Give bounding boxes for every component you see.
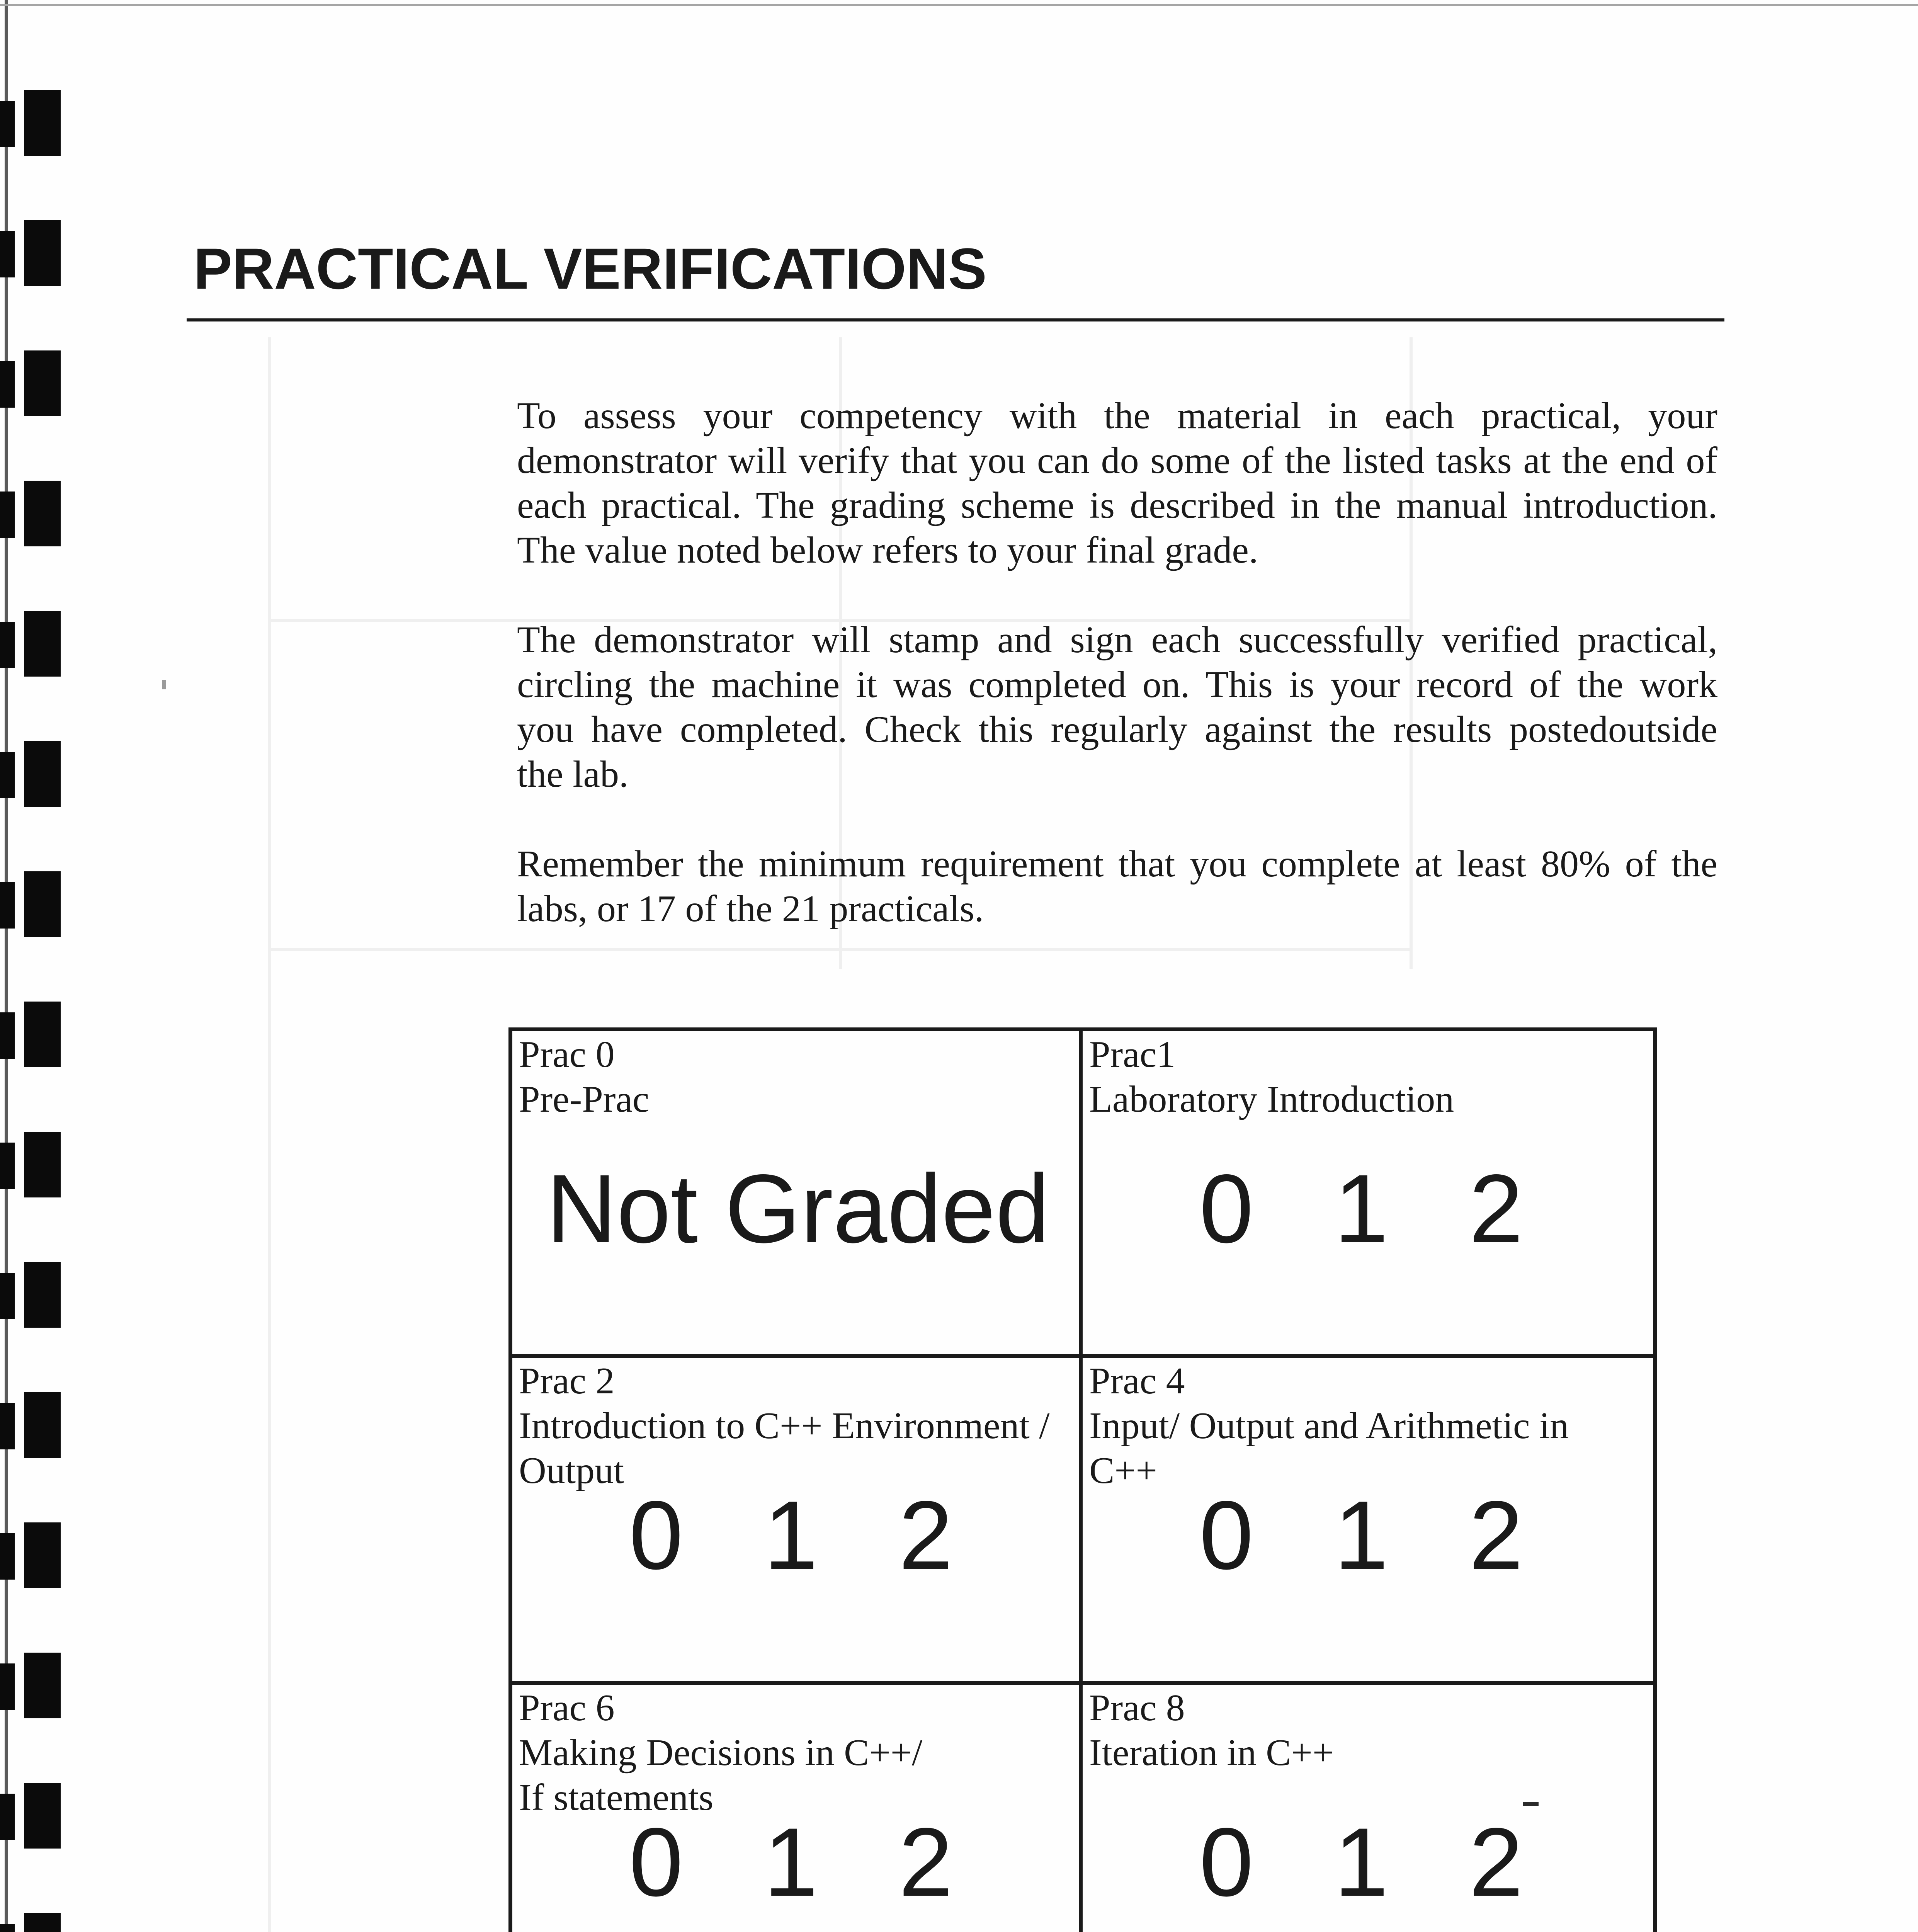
grade-option-0: 0 — [1199, 1808, 1254, 1917]
prac-label: Prac 2 — [519, 1360, 615, 1402]
grade-option-0: 0 — [629, 1808, 684, 1917]
cell-heading — [519, 1359, 1049, 1493]
prac-title: Introduction to C++ Environment / — [519, 1405, 1050, 1447]
binding-hole — [0, 481, 62, 546]
prac-label: Prac 8 — [1089, 1687, 1185, 1729]
intro-text — [517, 393, 1717, 976]
binding-hole — [0, 1653, 62, 1718]
grade-option-2: 2 — [1469, 1808, 1524, 1917]
prac-label: Prac 4 — [1089, 1360, 1185, 1402]
verification-cell-prac-8 — [1083, 1685, 1653, 1932]
grade-options — [1199, 1481, 1524, 1590]
grade-option-0: 0 — [1199, 1155, 1254, 1263]
prac-title: Making Decisions in C++/ — [519, 1731, 923, 1774]
verification-cell-prac-4 — [1083, 1358, 1653, 1684]
text-line: demonstrator will verify that you can do some of the listed tasks at the end of — [517, 440, 1717, 481]
grade-option-1: 1 — [764, 1808, 818, 1917]
title-underline — [187, 318, 1724, 321]
binding-hole — [0, 741, 62, 807]
grade-option-2: 2 — [1469, 1155, 1524, 1263]
prac-label: Prac 6 — [519, 1687, 615, 1729]
grade-option-1: 1 — [1334, 1808, 1389, 1917]
binding-hole — [0, 1132, 62, 1197]
verification-cell-prac-2 — [512, 1358, 1083, 1684]
stray-pen-mark — [162, 680, 166, 689]
prac-label: Prac 0 — [519, 1034, 615, 1075]
page-left-edge — [5, 0, 8, 1932]
page-top-edge — [0, 4, 1918, 6]
text-line: each practical. The grading scheme is described in the manual introduction. — [517, 485, 1717, 526]
grade-options — [1199, 1808, 1524, 1917]
text-line: The demonstrator will stamp and sign each successfully verified practical, — [517, 619, 1717, 661]
intro-paragraph — [517, 393, 1717, 573]
binding-hole — [0, 611, 62, 677]
binding-hole — [0, 220, 62, 286]
grade-options — [1199, 1155, 1524, 1263]
binding-hole — [0, 350, 62, 416]
verification-cell-prac-6 — [512, 1685, 1083, 1932]
text-line: circling the machine it was completed on. This is your record of the work — [517, 664, 1717, 706]
verification-cell-prac-1 — [1083, 1031, 1653, 1358]
binding-hole — [0, 871, 62, 937]
binding-hole — [0, 90, 62, 156]
grade-option-1: 1 — [1334, 1481, 1389, 1590]
intro-paragraph — [517, 842, 1717, 931]
binding-hole — [0, 1002, 62, 1067]
prac-title: C++ — [1089, 1450, 1157, 1492]
cell-heading — [519, 1032, 649, 1122]
text-line: labs, or 17 of the 21 practicals. — [517, 888, 984, 930]
binding-hole — [0, 1392, 62, 1458]
verification-table — [508, 1027, 1657, 1932]
page-title: PRACTICAL VERIFICATIONS — [194, 236, 987, 301]
grade-option-2: 2 — [899, 1481, 953, 1590]
binding-hole — [0, 1783, 62, 1849]
text-line: you have completed. Check this regularly against the results postedoutside — [517, 709, 1717, 750]
prac-label: Prac1 — [1089, 1034, 1176, 1075]
prac-title: Input/ Output and Arithmetic in — [1089, 1405, 1569, 1447]
binding-hole — [0, 1522, 62, 1588]
bleed-through-line — [268, 337, 271, 1932]
binding-hole — [0, 1262, 62, 1328]
intro-paragraph — [517, 617, 1717, 797]
binding-hole — [0, 1913, 62, 1932]
grade-option-1: 1 — [1334, 1155, 1389, 1263]
cell-heading — [519, 1685, 922, 1820]
grade-option-0: 0 — [629, 1481, 684, 1590]
grade-option-0: 0 — [1199, 1481, 1254, 1590]
stray-pen-mark — [1523, 1802, 1539, 1806]
not-graded-label: Not Graded — [546, 1155, 1050, 1263]
text-line: To assess your competency with the material in each practical, your — [517, 395, 1717, 437]
prac-title: Laboratory Introduction — [1089, 1078, 1454, 1120]
grade-options — [629, 1808, 953, 1917]
verification-cell-prac-0 — [512, 1031, 1083, 1358]
grade-option-2: 2 — [899, 1808, 953, 1917]
text-line: The value noted below refers to your final grade. — [517, 529, 1258, 571]
cell-heading — [1089, 1032, 1454, 1122]
text-line: the lab. — [517, 753, 629, 795]
grade-options — [629, 1481, 953, 1590]
grade-option-1: 1 — [764, 1481, 818, 1590]
prac-title: Output — [519, 1450, 624, 1492]
cell-heading — [1089, 1359, 1569, 1493]
cell-heading — [1089, 1685, 1334, 1775]
grade-option-2: 2 — [1469, 1481, 1524, 1590]
prac-title: If statements — [519, 1776, 714, 1818]
prac-title: Pre-Prac — [519, 1078, 650, 1120]
text-line: Remember the minimum requirement that you complete at least 80% of the — [517, 843, 1717, 885]
prac-title: Iteration in C++ — [1089, 1731, 1334, 1774]
